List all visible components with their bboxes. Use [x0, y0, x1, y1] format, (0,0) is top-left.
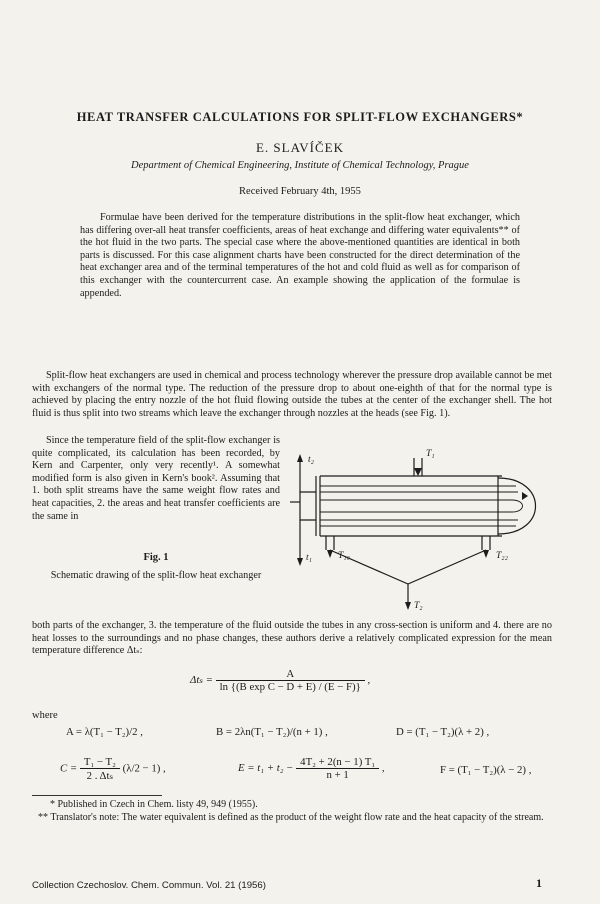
definition-D: D = (T₁ − T₂)(λ + 2) , — [396, 726, 490, 738]
paper-title: HEAT TRANSFER CALCULATIONS FOR SPLIT-FLOW EXCHANGERS* — [76, 110, 524, 124]
figure-caption: Schematic drawing of the split-flow heat exchanger — [50, 570, 262, 581]
page-number: 1 — [536, 876, 542, 890]
equation-mean-temp-diff: Δtₛ = $\frac{A}{\text{ln \{(B exp C − D + E) / (E − F)\}}}$ , — [190, 668, 371, 693]
split-flow-exchanger-diagram — [286, 436, 566, 616]
continuation-paragraph: both parts of the exchanger, 3. the temperature of the fluid outside the tubes in any cross-section is uniform and 4. there are no heat losses to the surroundings and no phase changes, these authors derive a relatively complicated expression for the mean temperature difference Δtₛ: — [32, 620, 552, 657]
footnote-rule — [32, 795, 162, 796]
label-T1: T₁ — [426, 449, 435, 459]
footnote-2: ** Translator's note: The water equivalent is defined as the product of the weight flow rate and the heat capacity of the stream. — [38, 812, 544, 823]
intro-paragraph: Split-flow heat exchangers are used in chemical and process technology wherever the pressure drop available cannot be met with exchangers of the normal type. The reduction of the pressure drop to about one-eighth of that for the normal type is achieved by placing the entry nozzle of the hot fluid flowing outside the tubes at the center of the exchanger shell. The hot fluid is thus split into two streams which leave the exchanger through nozzles at the heads (see Fig. 1). — [32, 370, 552, 419]
definition-E: E = t₁ + t₂ − $\frac{\text{4T₂ + 2(n − 1) T₁}}{n + 1}$ , — [238, 756, 385, 781]
footnote-1: * Published in Czech in Chem. listy 49, 949 (1955). — [50, 799, 258, 810]
abstract: Formulae have been derived for the temperature distributions in the split-flow heat exchanger, which has differing over-all heat transfer coefficients, areas of heat exchange and differing water equivalents** of the hot fluid in the two parts. The special case where the above-mentioned quantities are identical in both parts is discussed. For this case alignment charts have been constructed for the direct determination of the heat exchanger area and of the terminal temperatures of the hot and cold fluid as well as for comparison of this exchanger with the countercurrent case. An example showing the application of the formulae is appended. — [80, 212, 520, 299]
collection-lines — [330, 550, 486, 584]
outlet-nozzle-right — [482, 536, 490, 550]
definition-B: B = 2λn(T₁ − T₂)/(n + 1) , — [216, 726, 328, 738]
definition-F: F = (T₁ − T₂)(λ − 2) , — [440, 764, 532, 776]
author-name: E. SLAVÍČEK — [255, 140, 345, 155]
label-T2: T₂ — [414, 601, 423, 611]
where-label: where — [32, 710, 58, 721]
author-affiliation: Department of Chemical Engineering, Institute of Chemical Technology, Prague — [131, 160, 469, 171]
arrow-t1 — [297, 558, 303, 566]
outlet-nozzle-left — [326, 536, 334, 550]
arrow-T1 — [414, 468, 422, 476]
arrow-t2 — [297, 454, 303, 462]
journal-citation: Collection Czechoslov. Chem. Commun. Vol. 21 (1956) — [32, 880, 266, 891]
column-paragraph: Since the temperature field of the split-flow exchanger is quite complicated, its calculation has been recorded, by Kern and Carpenter, only very recently¹. A somewhat modified form is also given in Kern's book². Assuming that 1. both split streams have the same weight flow rates and heat capacities, 2. the areas and heat transfer coefficients are the same in — [32, 435, 280, 522]
arrow-T2 — [405, 602, 411, 610]
left-head — [300, 492, 316, 520]
definition-C: C = $\frac{\text{T₁ − T₂}}{\text{2 . Δtₛ}}$ (λ/2 − 1) , — [60, 756, 166, 782]
label-T22: T₂₂ — [496, 551, 508, 561]
label-t2: t₂ — [308, 455, 314, 465]
received-date: Received February 4th, 1955 — [239, 186, 361, 197]
label-t1: t₁ — [306, 553, 312, 563]
figure-label: Fig. 1 — [143, 552, 169, 563]
label-T10: T₁₀ — [338, 551, 350, 561]
definition-A: A = λ(T₁ − T₂)/2 , — [66, 726, 143, 738]
